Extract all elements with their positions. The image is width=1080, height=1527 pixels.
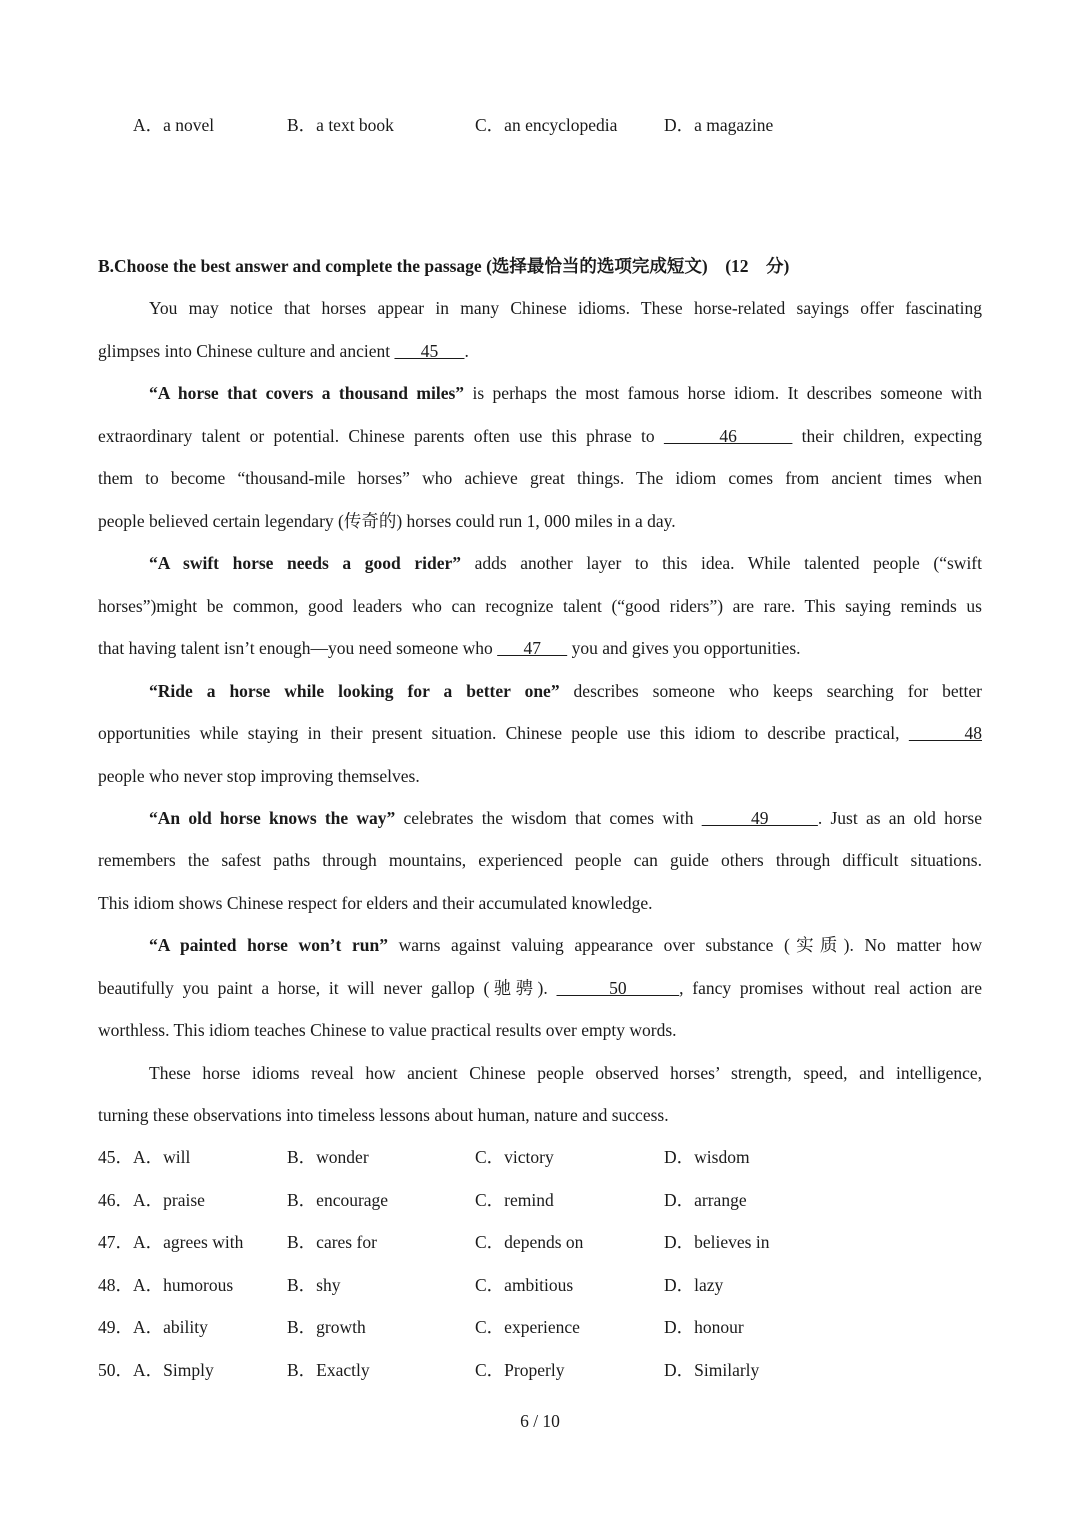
option-c: C．remind bbox=[475, 1190, 554, 1210]
option-c: C．Properly bbox=[475, 1360, 565, 1380]
passage-line: beautifully you paint a horse, it will never gallop (驰骋). 50 , fancy promises without real action are bbox=[98, 978, 983, 998]
passage-line: glimpses into Chinese culture and ancient 45 . bbox=[98, 341, 469, 361]
option-c: C．ambitious bbox=[475, 1275, 574, 1295]
idiom-title: “A painted horse won’t run” bbox=[149, 935, 388, 955]
idiom-title: “Ride a horse while looking for a better one” bbox=[149, 681, 560, 701]
passage-line: extraordinary talent or potential. Chinese parents often use this phrase to 46 their children, expecting bbox=[98, 426, 982, 446]
option-b: B．Exactly bbox=[287, 1360, 370, 1380]
passage-line: “Ride a horse while looking for a better one” describes someone who keeps searching for better bbox=[149, 681, 982, 701]
option-a: 48．A．humorous bbox=[98, 1275, 234, 1295]
option-d: D．a magazine bbox=[664, 115, 774, 135]
option-b: B．encourage bbox=[287, 1190, 389, 1210]
passage-line: You may notice that horses appear in many Chinese idioms. These horse-related sayings offer fascinating bbox=[149, 298, 982, 318]
passage-line: them to become “thousand-mile horses” who achieve great things. The idiom comes from ancient times when bbox=[98, 468, 982, 488]
option-b: B．shy bbox=[287, 1275, 341, 1295]
passage-line: “A swift horse needs a good rider” adds another layer to this idea. While talented people (“swift bbox=[149, 553, 982, 573]
option-a: 45．A．will bbox=[98, 1147, 191, 1167]
option-a: 50．A．Simply bbox=[98, 1360, 214, 1380]
passage-line: opportunities while staying in their present situation. Chinese people use this idiom to describe practical, 48 bbox=[98, 723, 982, 743]
option-a: 47．A．agrees with bbox=[98, 1232, 244, 1252]
option-d: D．lazy bbox=[664, 1275, 724, 1295]
blank-45: 45 bbox=[394, 341, 465, 361]
passage-line: people who never stop improving themselves. bbox=[98, 766, 420, 786]
passage-line: “An old horse knows the way” celebrates the wisdom that comes with 49 . Just as an old horse bbox=[149, 808, 982, 828]
option-c: C．victory bbox=[475, 1147, 554, 1167]
option-b: B．wonder bbox=[287, 1147, 369, 1167]
option-b: B．cares for bbox=[287, 1232, 377, 1252]
passage-line: “A painted horse won’t run” warns against valuing appearance over substance (实质). No matter how bbox=[149, 935, 982, 955]
passage-line: worthless. This idiom teaches Chinese to value practical results over empty words. bbox=[98, 1020, 677, 1040]
option-c: C．depends on bbox=[475, 1232, 584, 1252]
passage-line: that having talent isn’t enough—you need someone who 47 you and gives you opportunities. bbox=[98, 638, 801, 658]
idiom-title: “A swift horse needs a good rider” bbox=[149, 553, 461, 573]
blank-49: 49 bbox=[701, 808, 818, 828]
idiom-title: “An old horse knows the way” bbox=[149, 808, 396, 828]
option-a: 49．A．ability bbox=[98, 1317, 208, 1337]
blank-47: 47 bbox=[497, 638, 568, 658]
passage-line: “A horse that covers a thousand miles” is perhaps the most famous horse idiom. It describes someone with bbox=[149, 383, 983, 403]
passage-line: turning these observations into timeless lessons about human, nature and success. bbox=[98, 1105, 669, 1125]
section-heading: B.Choose the best answer and complete the passage (选择最恰当的选项完成短文) (12 分) bbox=[98, 256, 790, 276]
passage-line: people believed certain legendary (传奇的) horses could run 1, 000 miles in a day. bbox=[98, 511, 676, 531]
option-d: D．wisdom bbox=[664, 1147, 750, 1167]
passage-line: This idiom shows Chinese respect for elders and their accumulated knowledge. bbox=[98, 893, 653, 913]
option-d: D．honour bbox=[664, 1317, 744, 1337]
option-b: B．a text book bbox=[287, 115, 394, 135]
option-a: A．a novel bbox=[133, 115, 215, 135]
page-number: 6 / 10 bbox=[520, 1411, 560, 1431]
option-c: C．an encyclopedia bbox=[475, 115, 618, 135]
option-a: 46．A．praise bbox=[98, 1190, 205, 1210]
option-b: B．growth bbox=[287, 1317, 366, 1337]
option-c: C．experience bbox=[475, 1317, 580, 1337]
blank-46: 46 bbox=[663, 426, 793, 446]
passage-line: horses”)might be common, good leaders who can recognize talent (“good riders”) are rare. This saying reminds us bbox=[98, 596, 982, 616]
passage-line: These horse idioms reveal how ancient Chinese people observed horses’ strength, speed, and intelligence, bbox=[149, 1063, 982, 1083]
option-d: D．Similarly bbox=[664, 1360, 760, 1380]
blank-48: 48 bbox=[908, 723, 982, 743]
option-d: D．arrange bbox=[664, 1190, 747, 1210]
option-d: D．believes in bbox=[664, 1232, 770, 1252]
blank-50: 50 bbox=[556, 978, 680, 998]
idiom-title: “A horse that covers a thousand miles” bbox=[149, 383, 465, 403]
passage-line: remembers the safest paths through mountains, experienced people can guide others through difficult situations. bbox=[98, 850, 982, 870]
